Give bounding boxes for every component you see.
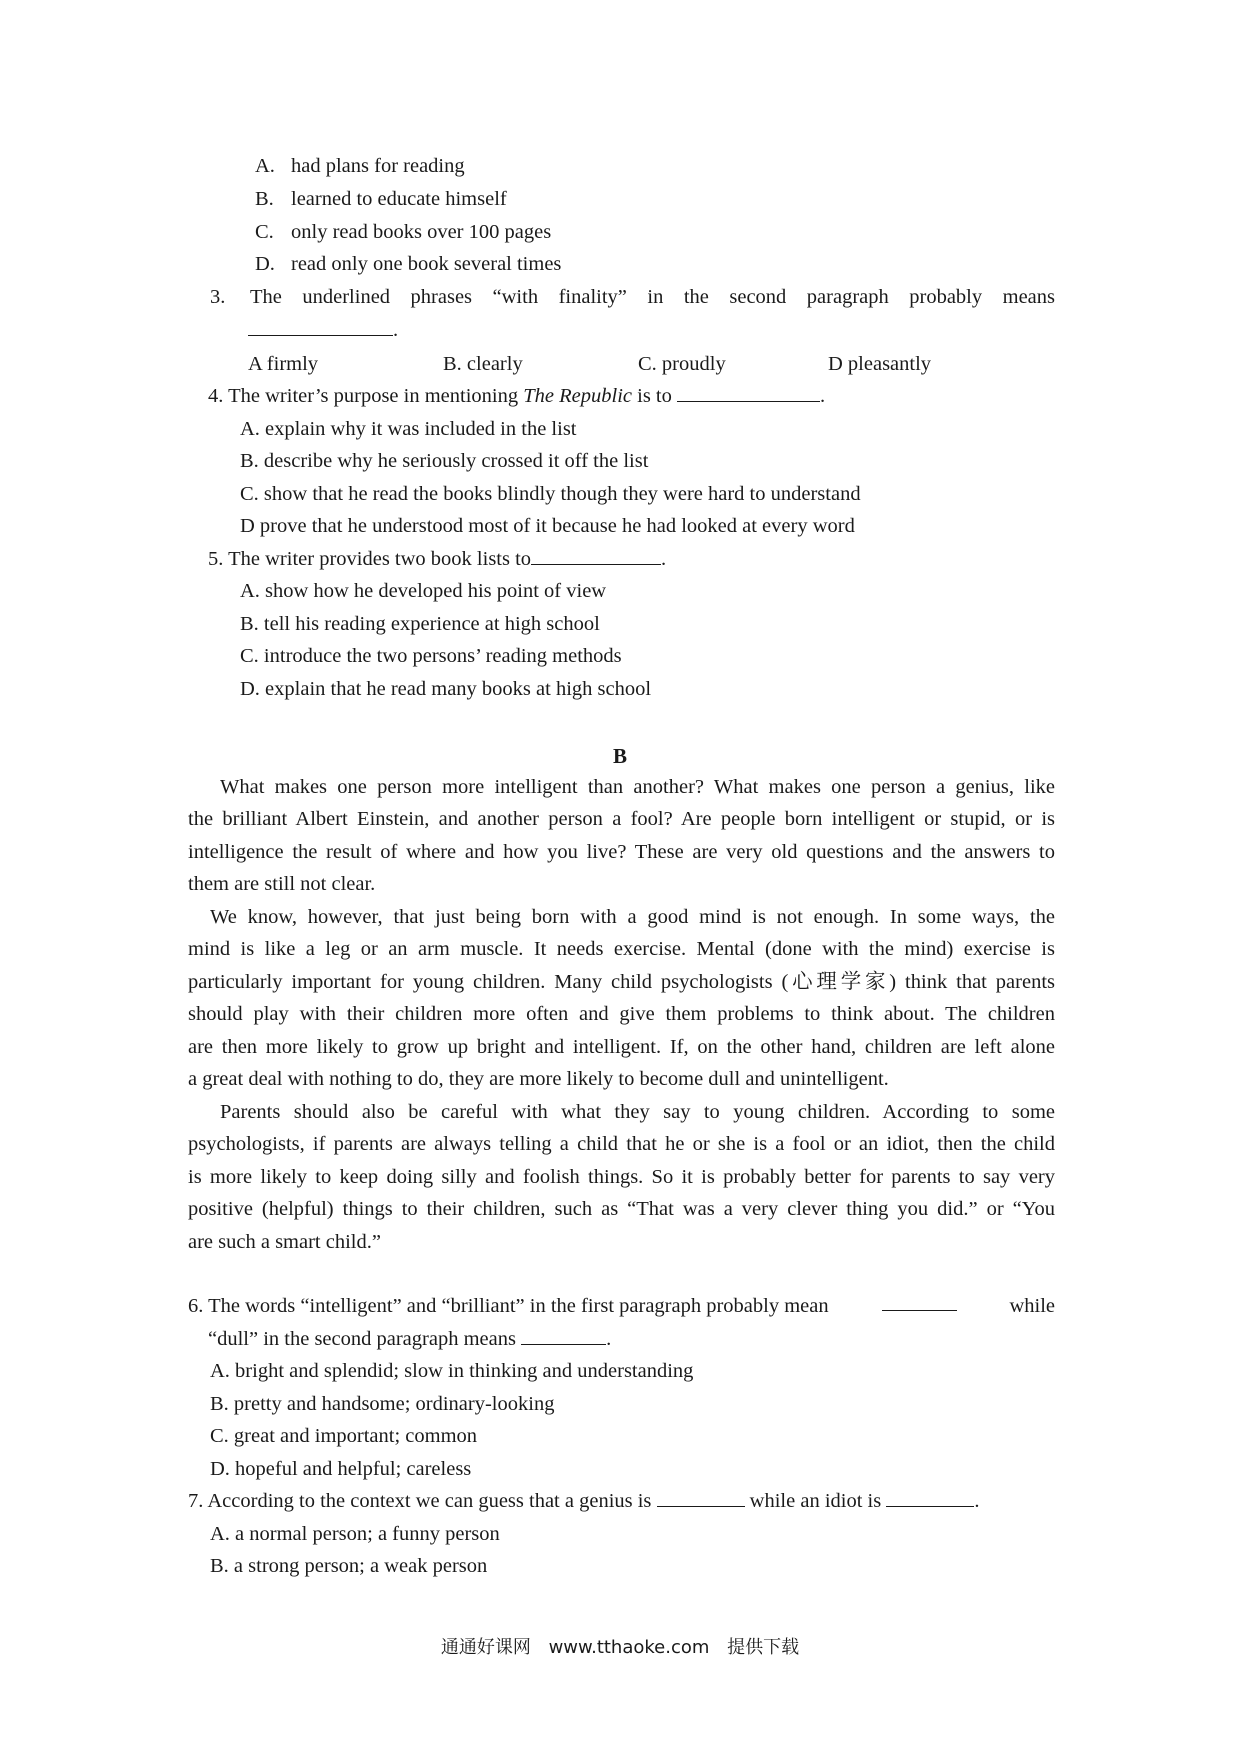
- q2-option-b: [255, 185, 507, 213]
- q5-blank: [531, 546, 661, 565]
- q6-option-b: B. pretty and handsome; ordinary-looking: [210, 1393, 555, 1415]
- q7-option-a: A. a normal person; a funny person: [210, 1523, 500, 1545]
- q5-option-c: C. introduce the two persons’ reading methods: [240, 645, 622, 667]
- passage-line: particularly important for young children. Many child psychologists (心理学家) think that parents: [188, 971, 1055, 993]
- passage-line: positive (helpful) things to their children, such as “That was a very clever thing you did.” or “You: [188, 1198, 1055, 1220]
- q6-blank-2: [521, 1326, 606, 1345]
- q4-option-b: B. describe why he seriously crossed it off the list: [240, 450, 649, 472]
- q7-stem: [188, 1487, 979, 1515]
- q3-option-a: A firmly: [248, 353, 319, 375]
- passage-line: a great deal with nothing to do, they are more likely to become dull and unintelligent.: [188, 1068, 889, 1090]
- option-text: read only one book several times: [291, 253, 562, 275]
- q7-stem-pre: 7. According to the context we can guess that a genius is: [188, 1490, 652, 1512]
- passage-line: the brilliant Albert Einstein, and another person a fool? Are people born intelligent or stupid, or is: [188, 808, 1055, 830]
- option-text: had plans for reading: [291, 155, 465, 177]
- option-letter: C.: [255, 221, 274, 243]
- q2-option-c: [255, 218, 551, 246]
- page-footer: [0, 1636, 1240, 1660]
- passage-line: psychologists, if parents are always telling a child that he or she is a fool or an idiot, then the child: [188, 1133, 1055, 1155]
- q7-stem-mid: while an idiot is: [749, 1490, 882, 1512]
- q7-end: .: [974, 1490, 980, 1512]
- q6-stem-line2-text: “dull” in the second paragraph means: [208, 1328, 516, 1350]
- q4-option-c: C. show that he read the books blindly though they were hard to understand: [240, 483, 861, 505]
- passage-line: them are still not clear.: [188, 873, 376, 895]
- q6-option-d: D. hopeful and helpful; careless: [210, 1458, 472, 1480]
- passage-line: are such a smart child.”: [188, 1231, 381, 1253]
- passage-line: should play with their children more often and give them problems to think about. The children: [188, 1003, 1055, 1025]
- q4-book-title: The Republic: [523, 385, 632, 407]
- q5-option-b: B. tell his reading experience at high school: [240, 613, 600, 635]
- q7-blank-2: [886, 1488, 974, 1507]
- option-text: learned to educate himself: [291, 188, 507, 210]
- q6-end: .: [606, 1328, 612, 1350]
- q7-option-b: B. a strong person; a weak person: [210, 1555, 488, 1577]
- section-heading: B: [612, 744, 627, 768]
- q5-option-a: A. show how he developed his point of view: [240, 580, 607, 602]
- q5-stem-text: 5. The writer provides two book lists to: [208, 548, 532, 570]
- q4-option-d: D prove that he understood most of it because he had looked at every word: [240, 515, 855, 537]
- q2-option-d: [255, 250, 561, 278]
- option-text: only read books over 100 pages: [291, 221, 552, 243]
- q3-end: .: [393, 319, 399, 341]
- footer-url[interactable]: www.tthaoke.com: [548, 1637, 710, 1658]
- passage-line: We know, however, that just being born with a good mind is not enough. In some ways, the: [210, 906, 1055, 928]
- q4-option-a: A. explain why it was included in the list: [240, 418, 577, 440]
- q3-option-d: D pleasantly: [828, 353, 932, 375]
- q6-stem-pre: 6. The words “intelligent” and “brilliant” in the first paragraph probably mean: [188, 1295, 829, 1317]
- option-letter: D.: [255, 253, 275, 275]
- q5-stem: [208, 545, 666, 573]
- q6-option-a: A. bright and splendid; slow in thinking and understanding: [210, 1360, 694, 1382]
- q4-stem-pre: 4. The writer’s purpose in mentioning: [208, 385, 524, 407]
- option-letter: B.: [255, 188, 274, 210]
- q4-blank: [677, 383, 820, 402]
- q4-end: .: [820, 385, 826, 407]
- q5-end: .: [661, 548, 667, 570]
- q5-option-d: D. explain that he read many books at high school: [240, 678, 652, 700]
- q3-stem: The underlined phrases “with finality” in the second paragraph probably means: [250, 286, 1055, 308]
- q4-stem: [208, 382, 825, 410]
- passage-line: Parents should also be careful with what they say to young children. According to some: [220, 1101, 1055, 1123]
- q3-number: 3.: [210, 286, 226, 308]
- footer-suffix: 提供下载: [727, 1637, 800, 1658]
- option-letter: A.: [255, 155, 275, 177]
- q6-stem-post: while: [1009, 1295, 1055, 1317]
- q6-option-c: C. great and important; common: [210, 1425, 478, 1447]
- q6-stem-line2: [208, 1325, 611, 1353]
- q3-answer-blank: [248, 316, 398, 344]
- passage-line: intelligence the result of where and how you live? These are very old questions and the answers to: [188, 841, 1055, 863]
- passage-line: is more likely to keep doing silly and foolish things. So it is probably better for parents to say very: [188, 1166, 1055, 1188]
- q3-option-c: C. proudly: [638, 353, 726, 375]
- q7-blank-1: [657, 1488, 745, 1507]
- q2-option-a: [255, 152, 465, 180]
- q3-option-b: B. clearly: [443, 353, 523, 375]
- q4-stem-post: is to: [632, 385, 677, 407]
- passage-line: What makes one person more intelligent than another? What makes one person a genius, like: [220, 776, 1055, 798]
- passage-line: are then more likely to grow up bright and intelligent. If, on the other hand, children are left alone: [188, 1036, 1055, 1058]
- q6-blank-1: [882, 1292, 957, 1311]
- passage-line: mind is like a leg or an arm muscle. It needs exercise. Mental (done with the mind) exercise is: [188, 938, 1055, 960]
- footer-site-name: 通通好课网: [440, 1637, 531, 1658]
- q6-stem-line1: [188, 1292, 1055, 1320]
